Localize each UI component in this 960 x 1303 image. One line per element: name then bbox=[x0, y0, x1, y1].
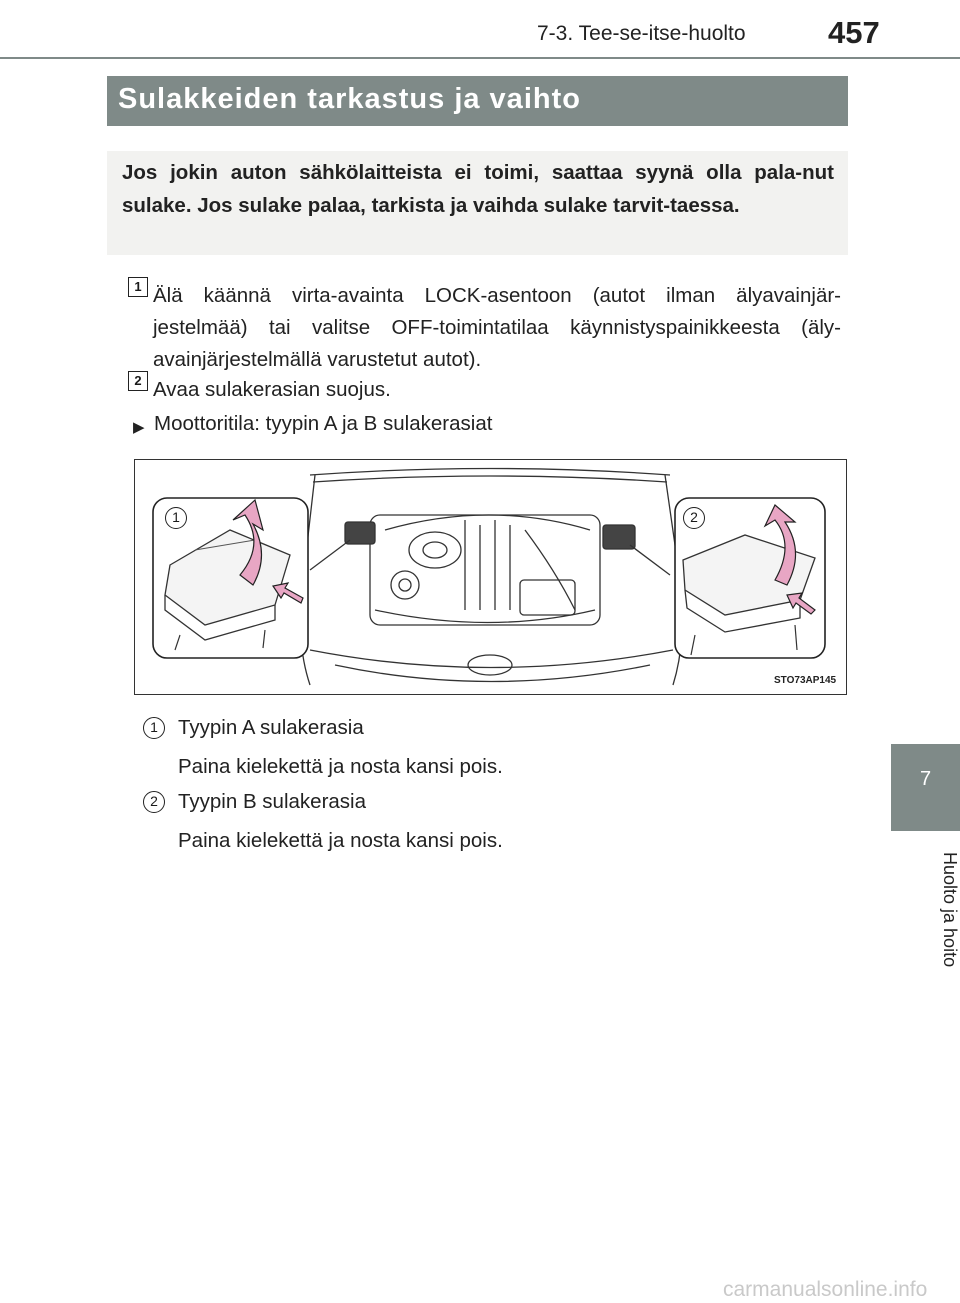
bullet-text: Moottoritila: tyypin A ja B sulakerasiat bbox=[154, 412, 493, 435]
item-number-2: 2 bbox=[143, 791, 165, 813]
step-number-1: 1 bbox=[128, 277, 148, 297]
engine-bay-illustration bbox=[135, 460, 845, 693]
figure-callout-1: 1 bbox=[165, 507, 187, 529]
section-heading: 7-3. Tee-se-itse-huolto bbox=[537, 22, 746, 45]
figure-callout-2: 2 bbox=[683, 507, 705, 529]
chapter-number: 7 bbox=[919, 768, 932, 790]
item-2-detail: Paina kielekettä ja nosta kansi pois. bbox=[178, 829, 503, 852]
item-1-title: Tyypin A sulakerasia bbox=[178, 716, 364, 739]
header-divider bbox=[0, 57, 960, 59]
step-1-text: Älä käännä virta-avainta LOCK-asentoon (autot ilman älyavainjär-jestelmää) tai valitse OFF-toimintatilaa käynnistyspainikkeesta (äly-avainjärjestelmällä varustetut autot). bbox=[153, 284, 841, 371]
step-number-2: 2 bbox=[128, 371, 148, 391]
item-number-1: 1 bbox=[143, 717, 165, 739]
triangle-bullet-icon: ▶ bbox=[133, 419, 145, 436]
page-number: 457 bbox=[828, 15, 880, 50]
page-title: Sulakkeiden tarkastus ja vaihto bbox=[118, 83, 581, 115]
item-1-detail: Paina kielekettä ja nosta kansi pois. bbox=[178, 755, 503, 778]
watermark: carmanualsonline.info bbox=[723, 1278, 928, 1301]
figure-code: STO73AP145 bbox=[774, 675, 837, 686]
chapter-label: Huolto ja hoito bbox=[940, 852, 960, 968]
item-2-title: Tyypin B sulakerasia bbox=[178, 790, 367, 813]
intro-text: Jos jokin auton sähkölaitteista ei toimi, saattaa syynä olla pala-nut sulake. Jos sulake palaa, tarkista ja vaihda sulake tarvit-taessa. bbox=[122, 161, 834, 217]
step-2-text: Avaa sulakerasian suojus. bbox=[153, 378, 391, 401]
engine-bay-figure bbox=[134, 459, 847, 695]
